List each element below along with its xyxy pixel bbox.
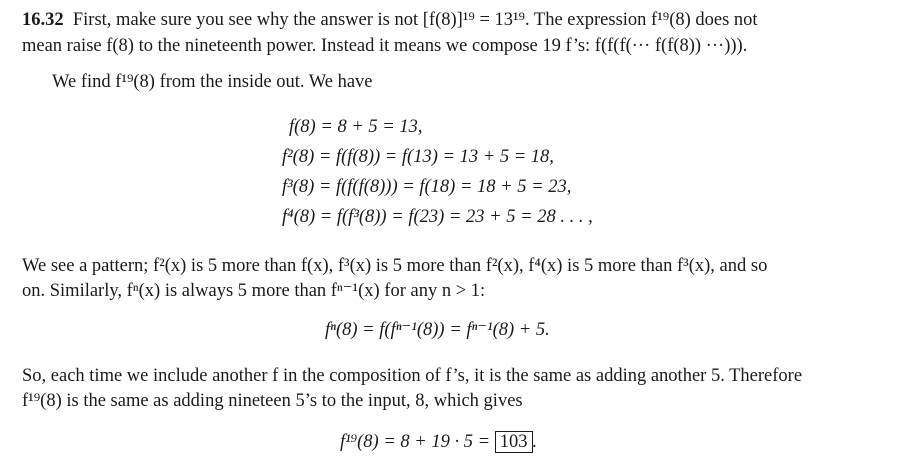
equation-3: f³(8) = f(f(f(8))) = f(18) = 18 + 5 = 23, — [282, 177, 572, 197]
conclusion-line-2: f¹⁹(8) is the same as adding nineteen 5’s to the input, 8, which gives — [22, 391, 523, 411]
intro-line-1 — [22, 8, 758, 32]
general-equation: fⁿ(8) = f(fⁿ⁻¹(8)) = fⁿ⁻¹(8) + 5. — [325, 320, 550, 340]
final-period: . — [532, 432, 538, 452]
final-equation — [340, 430, 537, 454]
conclusion-line-1: So, each time we include another f in the composition of f’s, it is the same as adding another 5. Therefore — [22, 366, 803, 386]
intro-text-1: First, make sure you see why the answer is not [f(8)]¹⁹ = 13¹⁹. The expression f¹⁹(8) does not — [72, 10, 758, 30]
final-equation-text: f¹⁹(8) = 8 + 19 · 5 = — [340, 432, 491, 452]
equation-2: f²(8) = f(f(8)) = f(13) = 13 + 5 = 18, — [282, 147, 554, 167]
equation-1: f(8) = 8 + 5 = 13, — [289, 117, 423, 137]
intro-line-2: mean raise f(8) to the nineteenth power. Instead it means we compose 19 f’s: f(f(f(··· f(f(8)) ···))). — [22, 36, 748, 56]
problem-number: 16.32 — [22, 10, 64, 30]
final-answer-box: 103 — [495, 431, 533, 453]
equation-4: f⁴(8) = f(f³(8)) = f(23) = 23 + 5 = 28 . . . , — [282, 207, 593, 227]
find-line: We find f¹⁹(8) from the inside out. We have — [52, 72, 373, 92]
pattern-line-1: We see a pattern; f²(x) is 5 more than f(x), f³(x) is 5 more than f²(x), f⁴(x) is 5 more than f³(x), and so — [22, 256, 768, 276]
pattern-line-2: on. Similarly, fⁿ(x) is always 5 more than fⁿ⁻¹(x) for any n > 1: — [22, 281, 486, 301]
